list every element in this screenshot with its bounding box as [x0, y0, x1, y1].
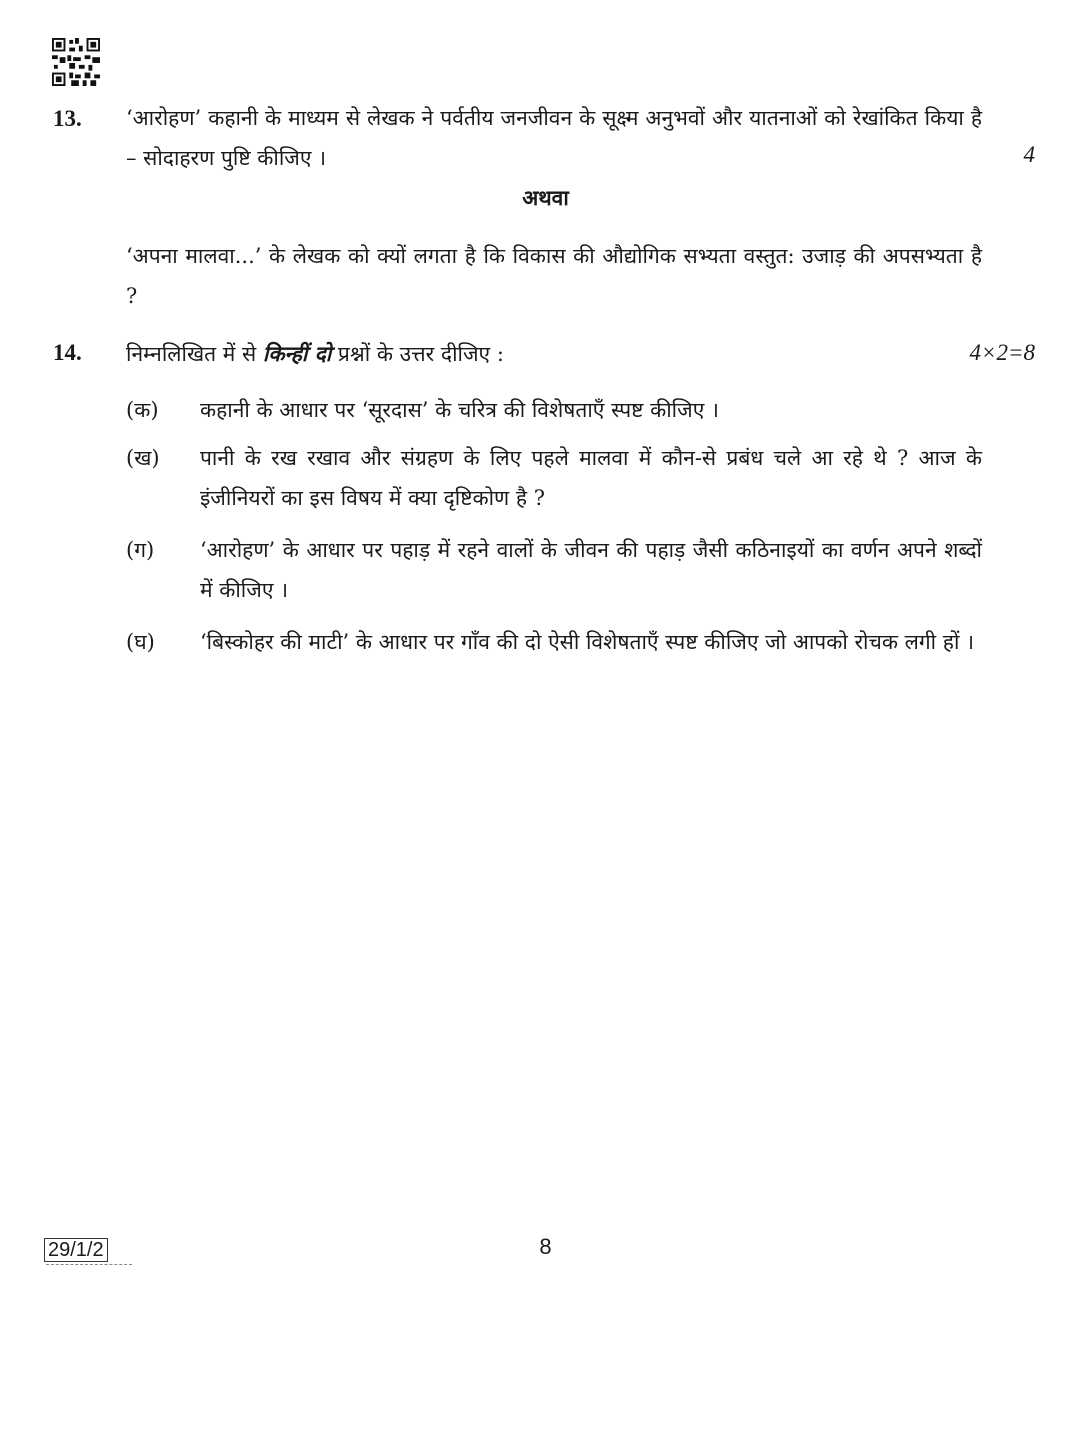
- or-heading: अथवा: [522, 185, 569, 210]
- subquestion-label: (घ): [126, 630, 155, 654]
- question-14-intro-after: प्रश्नों के उत्तर दीजिए :: [337, 342, 504, 366]
- question-13-number: 13.: [53, 106, 82, 131]
- subquestion-text: कहानी के आधार पर ‘सूरदास’ के चरित्र की विशेषताएँ स्पष्ट कीजिए ।: [200, 398, 719, 422]
- question-14-intro: [126, 334, 926, 374]
- subquestion-label: (ख): [126, 446, 160, 470]
- subquestion-label: (ग): [126, 538, 155, 562]
- question-14-number: 14.: [53, 340, 82, 365]
- subquestion-text: पानी के रख रखाव और संग्रहण के लिए पहले मालवा में कौन-से प्रबंध चले आ रहे थे ? आज के इंजीनियरों का इस विषय में क्या दृष्टिकोण है ?: [200, 446, 982, 510]
- question-14-intro-before: निम्नलिखित में से: [126, 342, 257, 366]
- question-13-alternative-text: ‘अपना मालवा...’ के लेखक को क्यों लगता है कि विकास की औद्योगिक सभ्यता वस्तुत: उजाड़ की अपसभ्यता है ?: [126, 244, 982, 308]
- question-14-marks: 4×2=8: [969, 340, 1035, 365]
- paper-code: 29/1/2: [44, 1238, 108, 1262]
- page-number: 8: [539, 1234, 552, 1259]
- question-13-text: ‘आरोहण’ कहानी के माध्यम से लेखक ने पर्वतीय जनजीवन के सूक्ष्म अनुभवों और यातनाओं को रेखांकित किया है – सोदाहरण पुष्टि कीजिए ।: [126, 106, 982, 170]
- question-14-intro-emphasis: किन्हीं दो: [262, 341, 332, 366]
- footer-rule: [46, 1264, 132, 1269]
- subquestion-text: ‘आरोहण’ के आधार पर पहाड़ में रहने वालों के जीवन की पहाड़ जैसी कठिनाइयों का वर्णन अपने शब्दों में कीजिए ।: [200, 538, 982, 602]
- question-13-marks: 4: [1023, 142, 1035, 167]
- subquestion-text: ‘बिस्कोहर की माटी’ के आधार पर गाँव की दो ऐसी विशेषताएँ स्पष्ट कीजिए जो आपको रोचक लगी हों ।: [200, 630, 975, 654]
- qr-code: [52, 38, 100, 86]
- subquestion-label: (क): [126, 398, 159, 422]
